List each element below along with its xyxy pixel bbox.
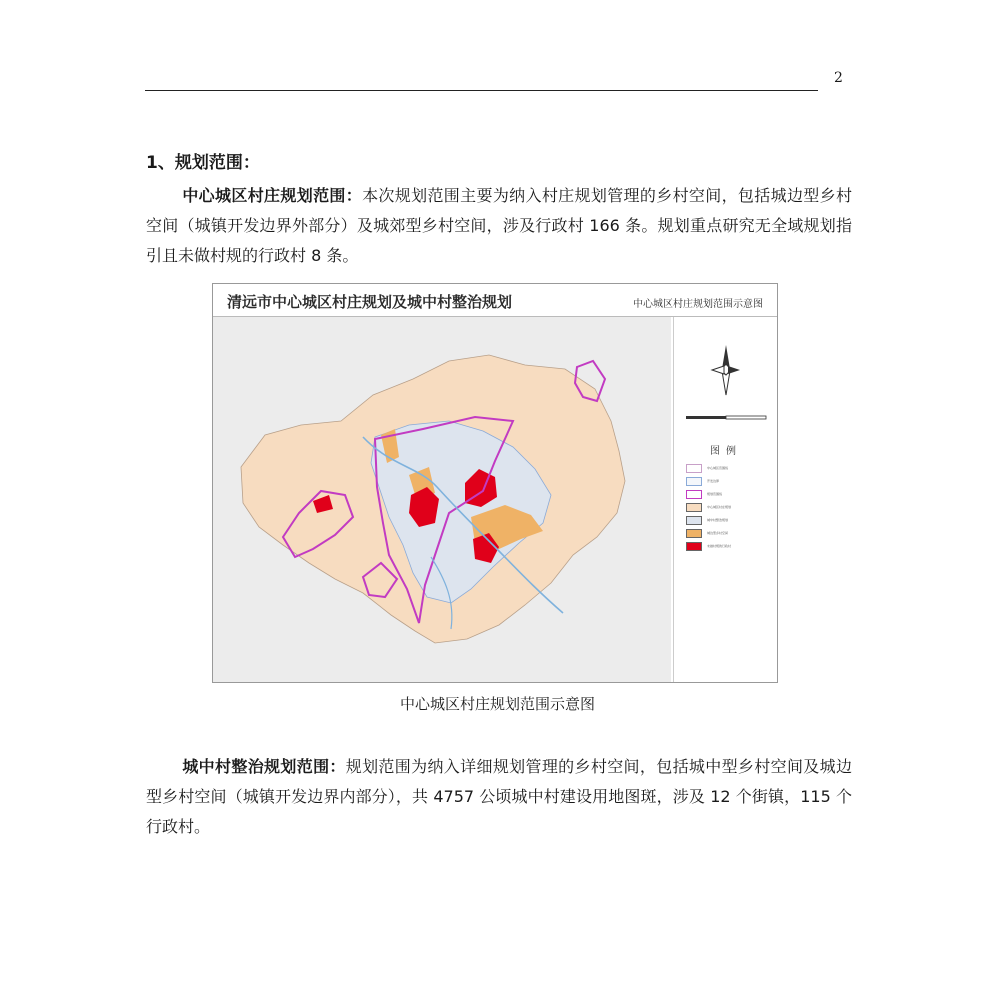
legend-list <box>686 462 778 553</box>
legend-item <box>686 488 778 501</box>
legend-title: 图例 <box>710 446 742 457</box>
legend-label: 城中村整治规划 <box>707 518 729 522</box>
legend-item <box>686 462 778 475</box>
paragraph-lead: 城中村整治规划范围： <box>182 757 346 776</box>
scale-bar <box>684 413 768 427</box>
map-canvas <box>213 317 671 682</box>
map-figure <box>212 283 778 683</box>
legend-swatch <box>686 529 702 538</box>
figure-caption: 中心城区村庄规划范围示意图 <box>399 695 595 713</box>
page-number: 2 <box>834 70 843 86</box>
legend-label: 中心城区范围线 <box>707 466 729 470</box>
legend-item <box>686 527 778 540</box>
legend-label: 中心城区村庄规划 <box>707 505 732 509</box>
legend-label: 未做村规的行政村 <box>707 544 732 548</box>
legend-item <box>686 501 778 514</box>
paragraph-lead: 中心城区村庄规划范围： <box>182 186 363 205</box>
section-heading: 1、规划范围： <box>146 153 260 173</box>
legend-item <box>686 475 778 488</box>
planning-map <box>213 317 671 682</box>
paragraph-urban-village-scope <box>146 752 852 842</box>
legend-label: 规划范围线 <box>707 492 723 496</box>
legend-swatch <box>686 464 702 473</box>
legend-swatch <box>686 516 702 525</box>
north-arrow-icon <box>710 343 742 397</box>
legend-swatch <box>686 542 702 551</box>
legend-item <box>686 540 778 553</box>
legend-item <box>686 514 778 527</box>
legend-swatch <box>686 477 702 486</box>
map-title: 清远市中心城区村庄规划及城中村整治规划 <box>227 293 513 311</box>
header-rule <box>145 90 818 91</box>
legend-swatch <box>686 503 702 512</box>
legend-swatch <box>686 490 702 499</box>
map-subtitle: 中心城区村庄规划范围示意图 <box>633 299 763 310</box>
paragraph-body: 规划范围为纳入详细规划管理的乡村空间，包括城中型乡村空间及城边型乡村空间（城镇开发边界内部分），共 4757 公顷城中村建设用地图斑，涉及 12 个街镇，115 个行政村。 <box>146 757 852 836</box>
paragraph-body: 本次规划范围主要为纳入村庄规划管理的乡村空间，包括城边型乡村空间（城镇开发边界外部分）及城郊型乡村空间，涉及行政村 166 条。规划重点研究无全域规划指引且未做村规的行政村 8 条。 <box>146 186 852 265</box>
paragraph-rural-scope <box>146 181 852 271</box>
legend-label: 城边型乡村空间 <box>707 531 729 535</box>
legend-label: 开发边界 <box>707 479 720 483</box>
legend-panel <box>673 317 778 682</box>
